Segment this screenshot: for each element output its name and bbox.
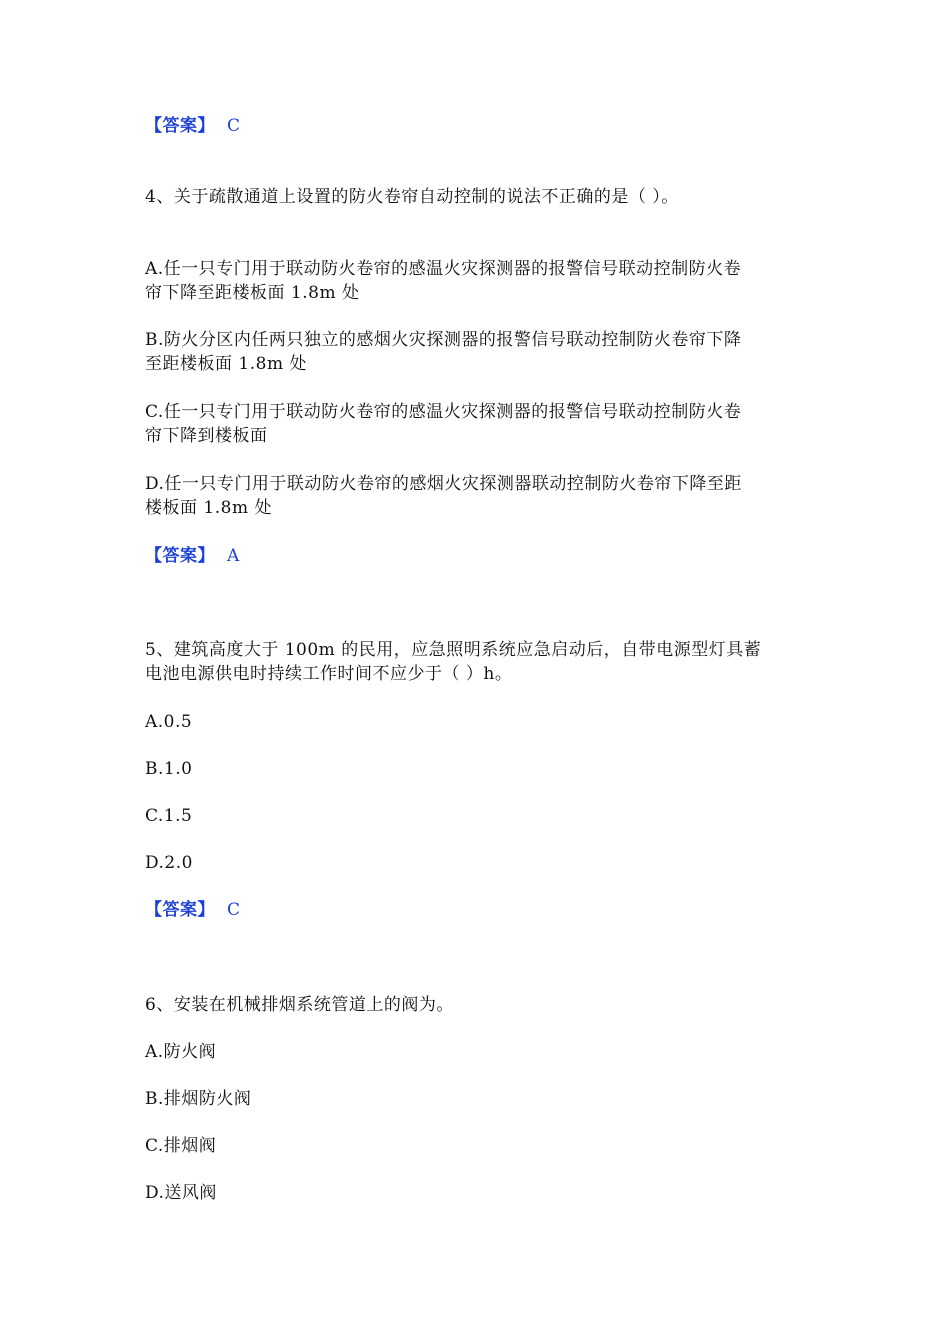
answer-value: C [227,900,241,920]
q5-option-b: B.1.0 [145,759,193,779]
q4-option-c-line2: 帘下降到楼板面 [145,426,268,446]
q4-option-a-line1: A.任一只专门用于联动防火卷帘的感温火灾探测器的报警信号联动控制防火卷 [145,259,742,279]
q6-option-c: C.排烟阀 [145,1136,217,1156]
q4-option-d-line2: 楼板面 1.8m 处 [145,498,272,518]
answer-value: A [227,546,240,566]
q5-stem-line2: 电池电源供电时持续工作时间不应少于（ ）h。 [145,664,513,684]
q4-option-c-line1: C.任一只专门用于联动防火卷帘的感温火灾探测器的报警信号联动控制防火卷 [145,402,742,422]
q5-option-d: D.2.0 [145,853,193,873]
q4-option-d-line1: D.任一只专门用于联动防火卷帘的感烟火灾探测器联动控制防火卷帘下降至距 [145,474,742,494]
q4-option-b-line1: B.防火分区内任两只独立的感烟火灾探测器的报警信号联动控制防火卷帘下降 [145,330,742,350]
q5-stem-line1: 5、建筑高度大于 100m 的民用，应急照明系统应急启动后，自带电源型灯具蓄 [145,640,762,660]
q5-option-c: C.1.5 [145,806,193,826]
q5-option-a: A.0.5 [145,712,193,732]
answer-q5 [145,898,805,922]
answer-label: 【答案】 [145,900,215,920]
q6-stem: 6、安装在机械排烟系统管道上的阀为。 [145,995,454,1015]
answer-q4 [145,544,805,568]
q6-option-a: A.防火阀 [145,1042,217,1062]
answer-value: C [227,116,241,136]
q4-option-b-line2: 至距楼板面 1.8m 处 [145,354,307,374]
answer-label: 【答案】 [145,546,215,566]
q6-option-d: D.送风阀 [145,1183,217,1203]
q4-option-a-line2: 帘下降至距楼板面 1.8m 处 [145,283,360,303]
q6-option-b: B.排烟防火阀 [145,1089,252,1109]
answer-label: 【答案】 [145,116,215,136]
q4-stem: 4、关于疏散通道上设置的防火卷帘自动控制的说法不正确的是（ ）。 [145,187,679,207]
answer-q3 [145,114,805,138]
